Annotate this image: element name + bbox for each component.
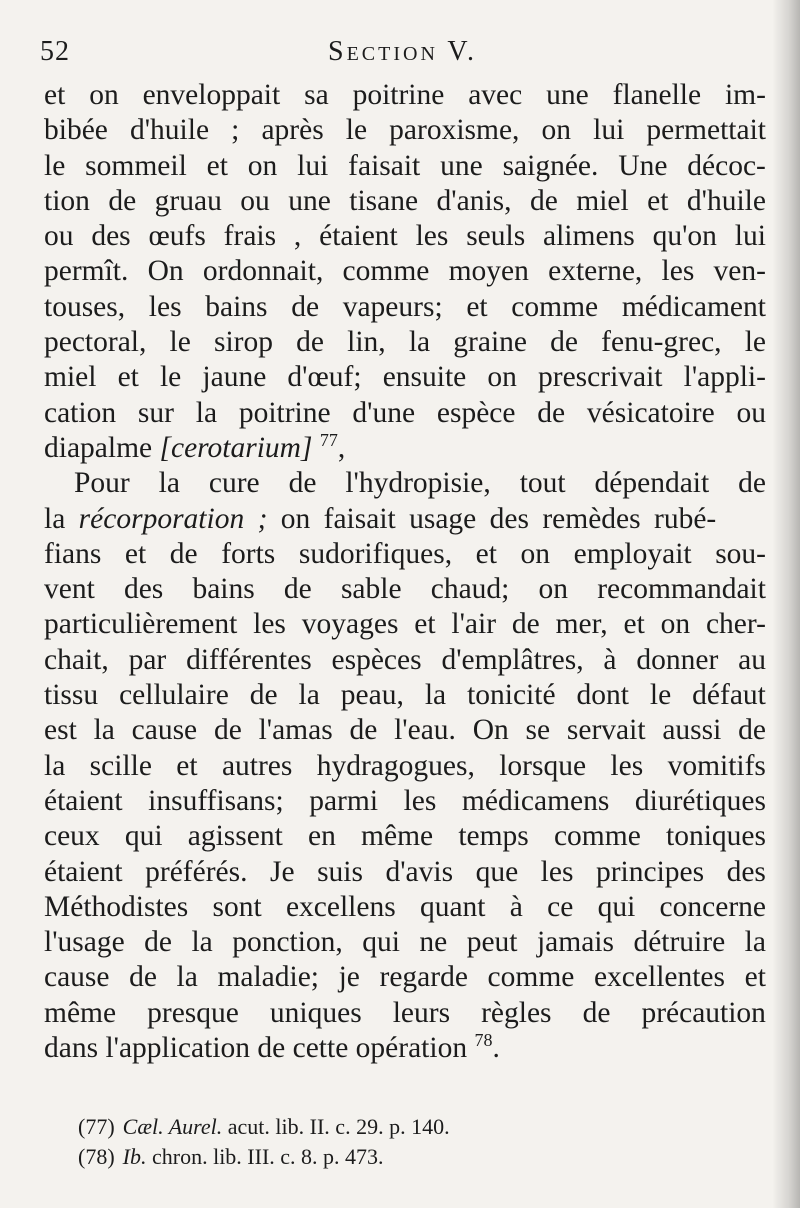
text-line: fians et de forts sudorifiques, et on employait sou- — [44, 537, 766, 570]
running-head: Section V. — [328, 36, 477, 67]
text-line: et on enveloppait sa poitrine avec une flanelle im- — [44, 79, 766, 111]
footnotes — [78, 1112, 678, 1172]
footnote: (77) Cæl. Aurel. acut. lib. II. c. 29. p. 140. — [78, 1114, 450, 1139]
text-line: est la cause de l'amas de l'eau. On se servait aussi de — [44, 714, 766, 747]
text-line: permît. On ordonnait, comme moyen externe, les ven- — [44, 255, 766, 288]
text-line: dans l'application de cette opération $^{78}$. — [44, 1030, 500, 1065]
text-line: bibée d'huile ; après le paroxisme, on lui permettait — [44, 114, 766, 147]
text-line: étaient préférés. Je suis d'avis que les principes des — [44, 855, 766, 888]
text-line: ou des œufs frais , étaient les seuls alimens qu'on lui — [44, 220, 766, 253]
text-line: tissu cellulaire de la peau, la tonicité dont le défaut — [44, 679, 766, 712]
text-line: touses, les bains de vapeurs; et comme médicament — [44, 290, 766, 323]
page-edge-shadow — [772, 0, 800, 1208]
text-line: l'usage de la ponction, qui ne peut jamais détruire la — [44, 926, 766, 959]
text-line: tion de gruau ou une tisane d'anis, de miel et d'huile — [44, 184, 766, 217]
text-line: étaient insuffisans; parmi les médicamens diurétiques — [44, 784, 766, 817]
text-line: Méthodistes sont excellens quant à ce qui concerne — [44, 890, 766, 923]
text-line: le sommeil et on lui faisait une saignée. Une décoc- — [44, 149, 766, 182]
text-line: vent des bains de sable chaud; on recommandait — [44, 573, 766, 606]
page-number: 52 — [40, 36, 70, 67]
page-header — [40, 36, 760, 76]
text-line: pectoral, le sirop de lin, la graine de fenu-grec, le — [44, 326, 766, 359]
footnote: (78) Ib. chron. lib. III. c. 8. p. 473. — [78, 1144, 384, 1169]
body-text — [44, 78, 766, 1066]
text-line: miel et le jaune d'œuf; ensuite on prescrivait l'appli- — [44, 361, 766, 394]
text-line: la récorporation ; on faisait usage des remèdes rubé- — [44, 502, 717, 535]
text-line: particulièrement les voyages et l'air de mer, et on cher- — [44, 608, 766, 641]
text-line: cause de la maladie; je regarde comme excellentes et — [44, 961, 766, 994]
text-line: la scille et autres hydragogues, lorsque les vomitifs — [44, 749, 766, 782]
text-line: Pour la cure de l'hydropisie, tout dépendait de — [74, 467, 766, 500]
text-line: ceux qui agissent en même temps comme toniques — [44, 820, 766, 853]
text-line: diapalme [cerotarium] $^{77}$, — [44, 430, 346, 464]
text-line: chait, par différentes espèces d'emplâtres, à donner au — [44, 643, 766, 676]
text-line: cation sur la poitrine d'une espèce de vésicatoire ou — [44, 396, 766, 429]
text-line: même presque uniques leurs règles de précaution — [44, 996, 766, 1029]
